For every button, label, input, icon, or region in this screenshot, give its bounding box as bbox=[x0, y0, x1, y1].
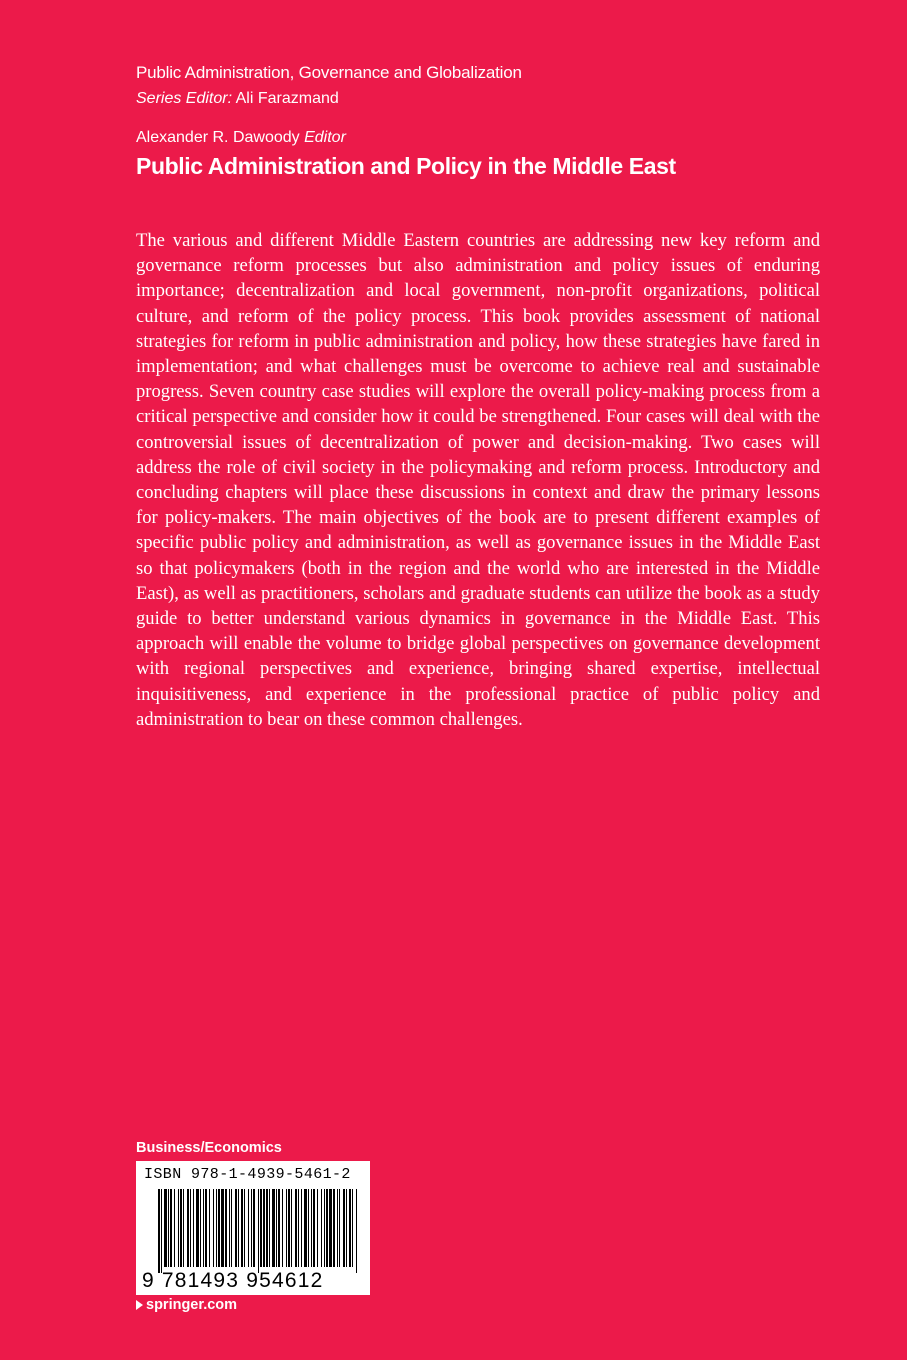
barcode-bar bbox=[161, 1189, 162, 1273]
barcode-bar bbox=[313, 1189, 315, 1267]
barcode-bar bbox=[295, 1189, 297, 1267]
barcode-bar bbox=[324, 1189, 325, 1267]
barcode-bar bbox=[288, 1189, 290, 1267]
barcode-bar bbox=[203, 1189, 204, 1267]
barcode-bar bbox=[218, 1189, 220, 1267]
barcode-bar bbox=[225, 1189, 227, 1267]
barcode-bar bbox=[213, 1189, 214, 1267]
book-editor-role: Editor bbox=[304, 129, 346, 146]
barcode-bar bbox=[200, 1189, 201, 1267]
barcode-bar bbox=[180, 1189, 182, 1267]
barcode-bar bbox=[231, 1189, 232, 1267]
subject-category: Business/Economics bbox=[136, 1140, 282, 1156]
barcode-bar bbox=[321, 1189, 322, 1267]
barcode-bar bbox=[193, 1189, 194, 1267]
barcode-bar bbox=[272, 1189, 275, 1267]
barcode-bar bbox=[269, 1189, 270, 1267]
barcode-bar bbox=[183, 1189, 184, 1267]
arrow-right-icon bbox=[136, 1300, 143, 1310]
barcode-bar bbox=[308, 1189, 309, 1267]
barcode-bar bbox=[174, 1189, 175, 1267]
barcode-bar bbox=[158, 1189, 160, 1273]
series-editor-label: Series Editor: bbox=[136, 90, 233, 107]
barcode-bar bbox=[216, 1189, 217, 1267]
barcode-bar bbox=[278, 1189, 280, 1267]
series-editor-line bbox=[136, 86, 522, 112]
book-editor-line bbox=[136, 126, 676, 150]
book-description: The various and different Middle Eastern countries are addressing new key reform and governance reform processes but also administration and policy issues of enduring importance; decentralization and local government, non-profit organizations, political culture, and reform of the policy process. This book provides assessment of national strategies for reform in public administration and policy, how these strategies have fared in implementation; and what challenges must be overcome to achieve real and sustainable progress. Seven country case studies will explore the overall policy-making process from a critical perspective and consider how it could be strengthened. Four cases will deal with the controversial issues of decentralization of power and decision-making. Two cases will address the role of civil society in the policymaking and reform process. Introductory and concluding chapters will place these discussions in context and draw the primary lessons for policy-makers. The main objectives of the book are to present different examples of specific public policy and administration, as well as governance issues in the Middle East so that policymakers (both in the region and the world who are interested in the Middle East), as well as practitioners, scholars and graduate students can utilize the book as a study guide to better understand various dynamics in governance in the Middle East. This approach will enable the volume to bridge global perspectives on governance development with regional perspectives and experience, bringing shared expertise, intellectual inquisitiveness, and experience in the professional practice of public policy and administration to bear on these common challenges. bbox=[136, 230, 820, 730]
barcode-bar bbox=[352, 1189, 353, 1267]
barcode-bar bbox=[168, 1189, 169, 1267]
barcode-bar bbox=[253, 1189, 255, 1267]
barcode-bar bbox=[187, 1189, 189, 1267]
barcode-bar bbox=[339, 1189, 340, 1267]
series-title: Public Administration, Governance and Globalization bbox=[136, 63, 522, 82]
barcode-bar bbox=[263, 1189, 265, 1267]
barcode-bar bbox=[178, 1189, 179, 1267]
barcode-bar bbox=[337, 1189, 338, 1267]
barcode-bar bbox=[229, 1189, 230, 1267]
publisher-url: springer.com bbox=[146, 1297, 238, 1313]
barcode-bar bbox=[209, 1189, 210, 1267]
isbn-label: ISBN 978-1-4939-5461-2 bbox=[144, 1166, 351, 1183]
barcode-bar bbox=[260, 1189, 262, 1267]
barcode-bar bbox=[190, 1189, 191, 1267]
barcode-bar bbox=[326, 1189, 328, 1267]
barcode-bar bbox=[291, 1189, 292, 1267]
barcode-bar bbox=[311, 1189, 312, 1267]
barcode-bar bbox=[343, 1189, 345, 1267]
barcode-bar bbox=[235, 1189, 237, 1267]
barcode-bar bbox=[329, 1189, 332, 1267]
barcode-bar bbox=[248, 1189, 249, 1267]
barcode-bar bbox=[241, 1189, 243, 1267]
barcode-bar bbox=[244, 1189, 245, 1267]
barcode-digits: 9 781493 954612 bbox=[142, 1269, 324, 1292]
book-editor-name: Alexander R. Dawoody bbox=[136, 129, 300, 146]
barcode-bar bbox=[301, 1189, 302, 1267]
barcode-bar bbox=[251, 1189, 252, 1267]
publisher-link[interactable] bbox=[136, 1297, 237, 1313]
barcode-bar bbox=[286, 1189, 287, 1267]
barcode-bar bbox=[238, 1189, 239, 1267]
barcode-bar bbox=[356, 1189, 357, 1273]
barcode-bar bbox=[170, 1189, 172, 1267]
barcode-bar bbox=[304, 1189, 307, 1267]
barcode-bar bbox=[346, 1189, 347, 1267]
barcode-bar bbox=[349, 1189, 351, 1267]
barcode-bar bbox=[164, 1189, 167, 1267]
series-info bbox=[136, 60, 522, 112]
barcode-bar bbox=[196, 1189, 199, 1267]
barcode-bar bbox=[317, 1189, 318, 1267]
barcode-bar bbox=[258, 1189, 259, 1273]
barcode-bar bbox=[298, 1189, 299, 1267]
barcode-bar bbox=[266, 1189, 268, 1267]
barcode-bar bbox=[221, 1189, 224, 1267]
barcode-bar bbox=[205, 1189, 207, 1267]
book-title: Public Administration and Policy in the Middle East bbox=[136, 153, 676, 179]
isbn-barcode bbox=[136, 1161, 370, 1295]
series-editor-name: Ali Farazmand bbox=[235, 90, 339, 107]
barcode-bar bbox=[276, 1189, 277, 1267]
book-header bbox=[136, 126, 676, 182]
barcode-bar bbox=[282, 1189, 283, 1267]
barcode-bar bbox=[333, 1189, 335, 1267]
